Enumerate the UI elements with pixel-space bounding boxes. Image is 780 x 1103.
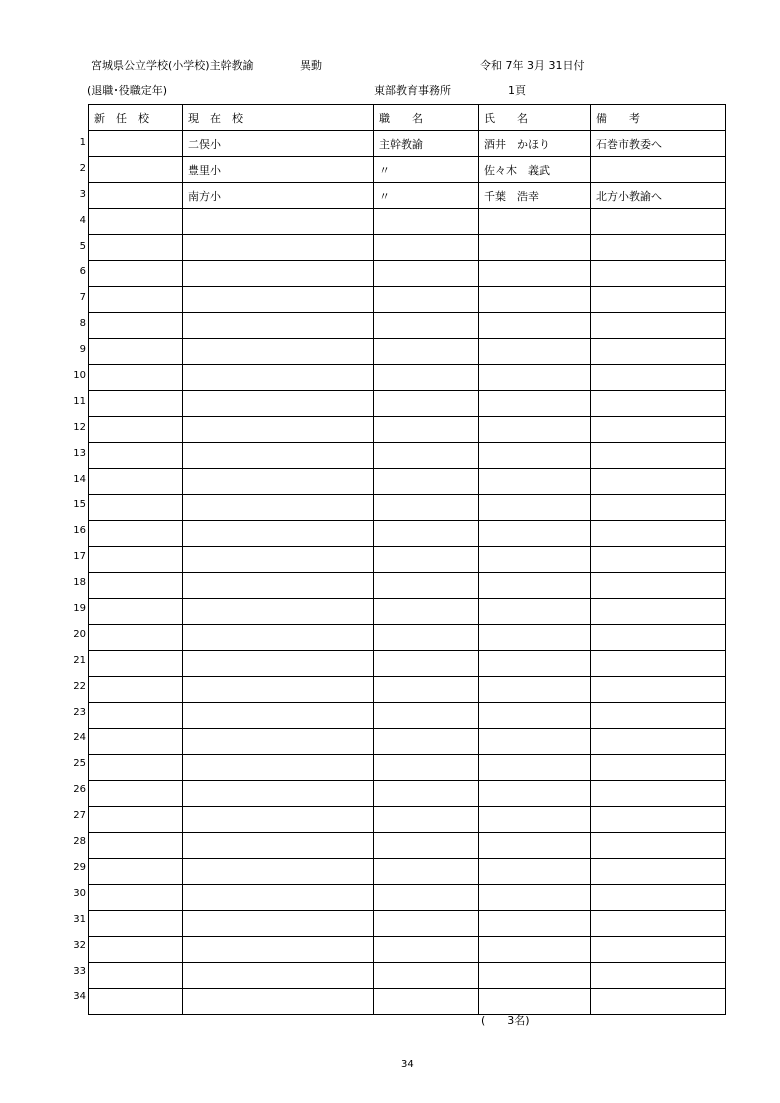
cell-current-school: 南方小 [183,183,374,209]
cell-current-school [183,755,374,781]
cell-new-school [89,365,183,391]
table-row [89,183,726,209]
table-row [89,235,726,261]
row-number: 12 [73,421,86,433]
cell-current-school [183,261,374,287]
cell-new-school [89,963,183,989]
table-row [89,885,726,911]
cell-remarks [591,703,726,729]
cell-current-school [183,547,374,573]
effective-date: 令和 7年 3月 31日付 [480,59,585,72]
cell-name [479,521,591,547]
cell-new-school [89,625,183,651]
table-row [89,651,726,677]
table-row [89,391,726,417]
row-number: 24 [73,732,86,744]
cell-remarks [591,963,726,989]
row-number: 34 [73,991,86,1003]
table-row [89,417,726,443]
total-count: ( 3名) [481,1014,530,1027]
cell-position [374,391,479,417]
cell-current-school [183,989,374,1015]
cell-new-school [89,391,183,417]
table-row [89,677,726,703]
cell-position [374,313,479,339]
cell-remarks [591,989,726,1015]
cell-new-school [89,313,183,339]
cell-new-school [89,261,183,287]
cell-position: 主幹教諭 [374,131,479,157]
table-row [89,495,726,521]
table-row [89,573,726,599]
cell-name [479,443,591,469]
cell-remarks [591,729,726,755]
cell-name [479,313,591,339]
cell-name: 千葉 浩幸 [479,183,591,209]
column-header-remarks: 備 考 [591,105,726,131]
cell-position [374,885,479,911]
cell-remarks [591,677,726,703]
cell-new-school [89,755,183,781]
cell-remarks [591,365,726,391]
table-row [89,365,726,391]
cell-remarks [591,625,726,651]
cell-new-school [89,287,183,313]
row-number: 30 [73,887,86,899]
cell-remarks [591,287,726,313]
cell-name [479,547,591,573]
table-row [89,625,726,651]
table-row [89,703,726,729]
cell-remarks [591,495,726,521]
cell-new-school [89,859,183,885]
cell-current-school [183,833,374,859]
table-row [89,807,726,833]
cell-current-school [183,599,374,625]
cell-name [479,599,591,625]
row-number: 25 [73,758,86,770]
row-number: 33 [73,965,86,977]
cell-name [479,937,591,963]
column-header-position: 職 名 [374,105,479,131]
cell-new-school [89,209,183,235]
cell-current-school [183,911,374,937]
row-number: 21 [73,654,86,666]
cell-remarks [591,469,726,495]
cell-position [374,755,479,781]
cell-new-school [89,573,183,599]
cell-position [374,911,479,937]
cell-name [479,417,591,443]
cell-remarks [591,885,726,911]
cell-new-school [89,469,183,495]
cell-new-school [89,131,183,157]
cell-new-school [89,703,183,729]
cell-current-school [183,729,374,755]
row-number: 11 [73,395,86,407]
row-number: 2 [79,162,86,174]
table-row [89,209,726,235]
cell-position [374,859,479,885]
row-number: 23 [73,706,86,718]
cell-remarks [591,937,726,963]
table-row [89,781,726,807]
cell-new-school [89,235,183,261]
cell-new-school [89,521,183,547]
cell-position [374,547,479,573]
column-header-name: 氏 名 [479,105,591,131]
cell-current-school [183,807,374,833]
table-row [89,599,726,625]
cell-position [374,989,479,1015]
cell-new-school [89,495,183,521]
cell-position [374,573,479,599]
office-name: 東部教育事務所 [374,84,451,97]
table-row [89,911,726,937]
row-number: 17 [73,551,86,563]
table-row [89,469,726,495]
cell-name [479,703,591,729]
cell-remarks [591,209,726,235]
cell-name [479,833,591,859]
table-row [89,547,726,573]
row-number: 32 [73,939,86,951]
cell-name [479,911,591,937]
row-number: 16 [73,525,86,537]
cell-remarks: 石巻市教委へ [591,131,726,157]
cell-name [479,495,591,521]
cell-name [479,391,591,417]
table-row [89,521,726,547]
row-number: 5 [79,240,86,252]
cell-remarks [591,833,726,859]
cell-current-school [183,313,374,339]
cell-new-school [89,989,183,1015]
cell-name [479,365,591,391]
cell-new-school [89,417,183,443]
cell-remarks [591,859,726,885]
cell-new-school [89,183,183,209]
column-header-new-school: 新 任 校 [89,105,183,131]
row-number: 28 [73,836,86,848]
table-row [89,833,726,859]
cell-current-school [183,495,374,521]
cell-name [479,625,591,651]
cell-name: 酒井 かほり [479,131,591,157]
page-number: 34 [401,1059,414,1070]
row-number: 20 [73,628,86,640]
table-row [89,339,726,365]
cell-name [479,677,591,703]
cell-current-school [183,859,374,885]
cell-name [479,807,591,833]
cell-current-school [183,885,374,911]
cell-current-school [183,391,374,417]
cell-remarks [591,391,726,417]
cell-position [374,287,479,313]
table-row [89,755,726,781]
column-header-current-school: 現 在 校 [183,105,374,131]
row-number: 31 [73,913,86,925]
cell-current-school [183,963,374,989]
cell-name [479,261,591,287]
cell-current-school [183,417,374,443]
cell-remarks [591,755,726,781]
cell-remarks [591,547,726,573]
cell-new-school [89,937,183,963]
cell-current-school [183,339,374,365]
row-number: 3 [79,188,86,200]
cell-new-school [89,833,183,859]
row-number: 1 [79,137,86,148]
cell-position [374,365,479,391]
cell-current-school [183,287,374,313]
cell-current-school [183,937,374,963]
row-number: 7 [79,292,86,304]
cell-position: 〃 [374,157,479,183]
cell-new-school [89,781,183,807]
cell-new-school [89,599,183,625]
row-number-column [60,130,86,1010]
table-row [89,963,726,989]
document-subtitle: (退職･役職定年) [87,84,168,97]
cell-position [374,703,479,729]
cell-current-school [183,651,374,677]
page-label: 1頁 [508,84,526,97]
cell-name [479,287,591,313]
cell-position [374,209,479,235]
table-row [89,157,726,183]
table-row [89,989,726,1015]
cell-position [374,963,479,989]
cell-name [479,781,591,807]
cell-position [374,625,479,651]
cell-current-school [183,521,374,547]
cell-remarks [591,911,726,937]
row-number: 14 [73,473,86,485]
cell-name [479,963,591,989]
row-number: 15 [73,499,86,511]
cell-current-school [183,209,374,235]
cell-new-school [89,339,183,365]
cell-new-school [89,729,183,755]
cell-remarks [591,339,726,365]
cell-new-school [89,547,183,573]
cell-current-school [183,703,374,729]
cell-name [479,235,591,261]
cell-name [479,885,591,911]
cell-position [374,651,479,677]
cell-remarks: 北方小教諭へ [591,183,726,209]
cell-new-school [89,651,183,677]
cell-remarks [591,807,726,833]
cell-name [479,339,591,365]
cell-position [374,677,479,703]
cell-current-school [183,365,374,391]
cell-current-school [183,443,374,469]
cell-position [374,833,479,859]
cell-name [479,209,591,235]
row-number: 4 [79,214,86,226]
cell-position [374,495,479,521]
row-number: 29 [73,861,86,873]
cell-remarks [591,651,726,677]
cell-position [374,417,479,443]
table-row [89,937,726,963]
document-kind: 異動 [300,59,322,72]
cell-position [374,261,479,287]
cell-new-school [89,807,183,833]
cell-new-school [89,443,183,469]
row-number: 9 [79,344,86,356]
cell-position [374,599,479,625]
cell-current-school [183,573,374,599]
cell-current-school: 豊里小 [183,157,374,183]
row-number: 6 [79,266,86,278]
row-number: 18 [73,577,86,589]
cell-position [374,807,479,833]
cell-position [374,235,479,261]
cell-name: 佐々木 義武 [479,157,591,183]
cell-remarks [591,443,726,469]
cell-remarks [591,417,726,443]
cell-position [374,521,479,547]
table-row [89,443,726,469]
cell-new-school [89,677,183,703]
cell-current-school [183,235,374,261]
cell-current-school: 二俣小 [183,131,374,157]
cell-position [374,729,479,755]
cell-name [479,573,591,599]
cell-name [479,651,591,677]
cell-remarks [591,573,726,599]
cell-remarks [591,157,726,183]
row-number: 8 [79,318,86,330]
cell-position [374,781,479,807]
table-row [89,131,726,157]
cell-name [479,729,591,755]
cell-new-school [89,911,183,937]
cell-remarks [591,261,726,287]
cell-current-school [183,469,374,495]
cell-position [374,339,479,365]
table-row [89,859,726,885]
cell-name [479,859,591,885]
cell-remarks [591,521,726,547]
table-row [89,729,726,755]
cell-current-school [183,677,374,703]
cell-new-school [89,885,183,911]
row-number: 22 [73,680,86,692]
cell-name [479,469,591,495]
table-header-row [89,105,726,131]
cell-remarks [591,235,726,261]
row-number: 10 [73,370,86,382]
row-number: 19 [73,603,86,615]
cell-name [479,989,591,1015]
table-row [89,287,726,313]
table-row [89,261,726,287]
cell-current-school [183,625,374,651]
cell-new-school [89,157,183,183]
cell-remarks [591,313,726,339]
cell-position [374,937,479,963]
document-title: 宮城県公立学校(小学校)主幹教諭 [91,59,254,72]
personnel-table [88,104,726,1015]
cell-name [479,755,591,781]
table-row [89,313,726,339]
cell-remarks [591,599,726,625]
row-number: 13 [73,447,86,459]
cell-position: 〃 [374,183,479,209]
cell-current-school [183,781,374,807]
cell-remarks [591,781,726,807]
row-number: 27 [73,810,86,822]
row-number: 26 [73,784,86,796]
cell-position [374,443,479,469]
cell-position [374,469,479,495]
